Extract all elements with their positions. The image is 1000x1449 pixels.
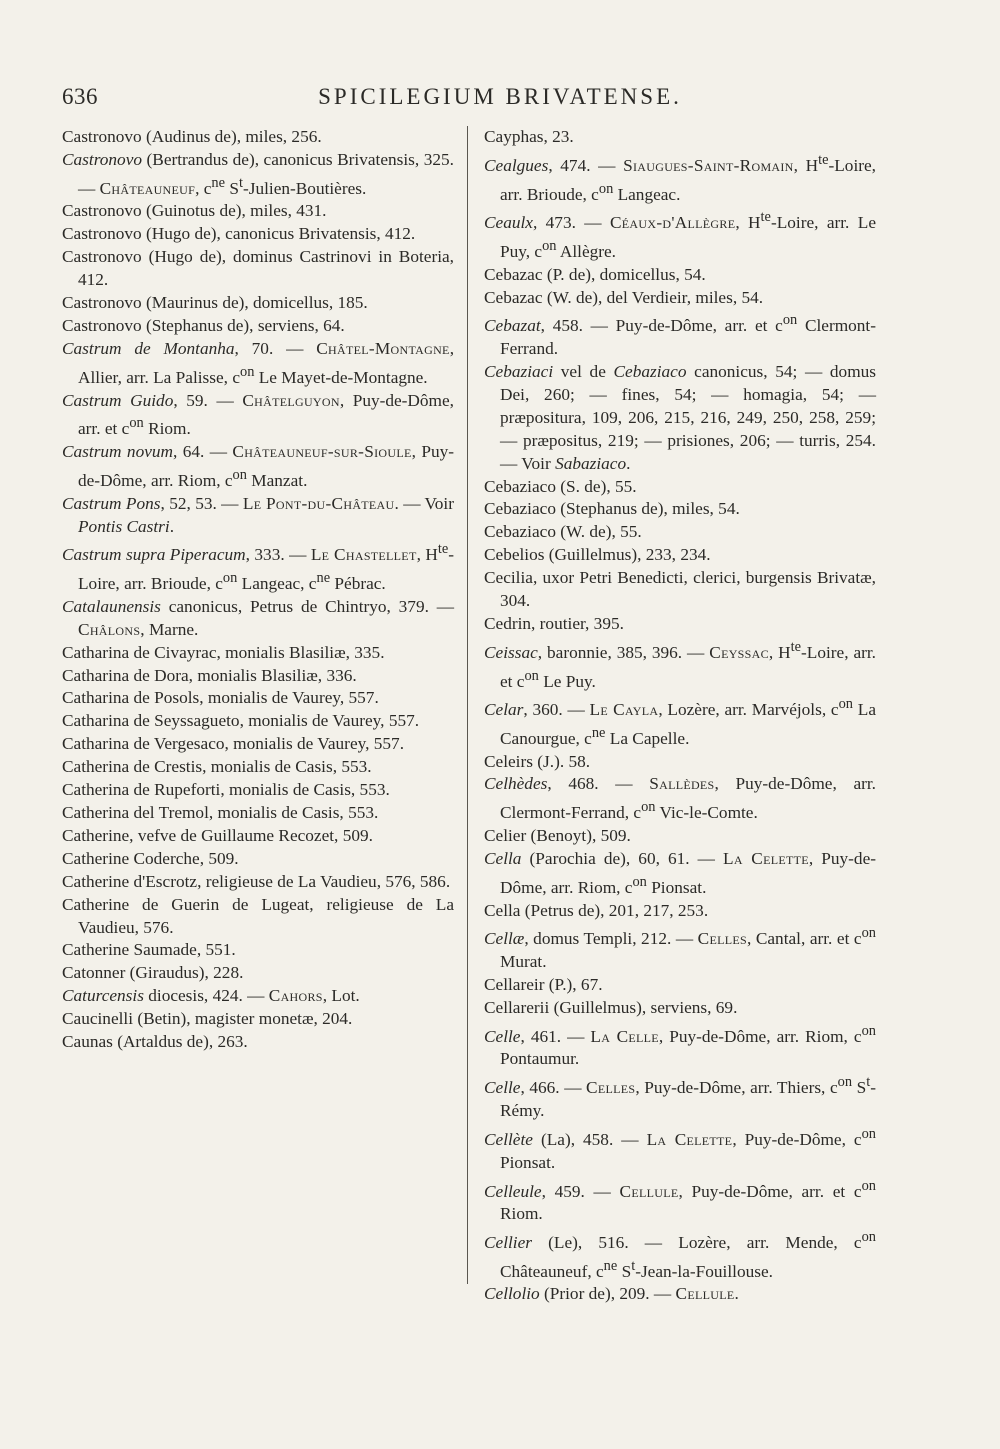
index-entry: Cebaziaco (S. de), 55. [484,476,637,496]
index-entry: Cedrin, routier, 395. [484,613,624,633]
index-entry: Catharina de Vergesaco, monialis de Vaurey, 557. [62,734,405,754]
index-entry: Catherine Coderche, 509. [62,848,239,868]
index-entry: Caunas (Artaldus de), 263. [62,1032,248,1052]
index-entry: Cellareir (P.), 67. [484,975,603,994]
index-entry: Catalaunensis canonicus, Petrus de Chintryo, 379. — Châlons, Marne. [62,596,454,639]
index-entry: Catherine d'Escrotz, religieuse de La Vaudieu, 576, 586. [62,871,451,891]
index-entry: Castrum novum, 64. — Châteauneuf-sur-Sioule, Puy-de-Dôme, arr. Riom, $c^{on}$ Manzat. [62,442,454,490]
index-entry: Cebazat, 458. — Puy-de-Dôme, arr. et $c^{on}$ Clermont-Ferrand. [484,312,876,359]
index-entry: Ceissac, baronnie, 385, 396. — Ceyssac, $H^{te}$-Loire, arr. et $c^{on}$ Le Puy. [484,638,876,691]
index-entry: Cealgues, 474. — Siaugues-Saint-Romain, $H^{te}$-Loire, arr. Brioude, $c^{on}$ Langeac. [484,151,876,204]
index-entry: Catharina de Seyssagueto, monialis de Vaurey, 557. [62,711,420,731]
index-entry: Cebazac (P. de), domicellus, 54. [484,264,706,284]
index-entry: Cellarerii (Guillelmus), serviens, 69. [484,997,738,1017]
running-title: SPICILEGIUM BRIVATENSE. [318,84,682,109]
index-entry: Ceaulx, 473. — Céaux-d'Allègre, $H^{te}$-Loire, arr. Le Puy, $c^{on}$ Allègre. [484,209,876,261]
index-entry: Catherine Saumade, 551. [62,940,236,960]
index-entry: Caturcensis diocesis, 424. — Cahors, Lot. [62,986,360,1006]
index-entry: Catharina de Posols, monialis de Vaurey, 557. [62,688,379,708]
index-entry: Castrum Pons, 52, 53. — Le Pont-du-Château. — Voir Pontis Castri. [62,493,454,536]
index-entry: Celier (Benoyt), 509. [484,826,631,846]
index-entry: Catharina de Civayrac, monialis Blasiliæ, 335. [62,642,385,662]
index-entry: Cellier (Le), 516. — Lozère, arr. Mende, $c^{on}$ Châteauneuf, $c^{ne}$ $S^t-Jean-la$-Fouillouse. [484,1229,876,1281]
index-entry: Catherina de Crestis, monialis de Casis, 553. [62,757,372,777]
index-entry: Castronovo (Hugo de), dominus Castrinovi in Boteria, 412. [62,247,454,290]
index-entry: Cebaziaco (W. de), 55. [484,522,642,542]
index-entry: Catonner (Giraudus), 228. [62,963,244,983]
index-entry: Cebelios (Guillelmus), 233, 234. [484,545,711,565]
index-entry: Caucinelli (Betin), magister monetæ, 204. [62,1009,353,1029]
index-entry: Cella (Petrus de), 201, 217, 253. [484,900,709,920]
index-entry: Cellolio (Prior de), 209. — Cellule. [484,1284,739,1304]
index-entry: Castronovo (Hugo de), canonicus Brivatensis, 412. [62,224,416,244]
index-entry: Castronovo (Guinotus de), miles, 431. [62,201,327,221]
index-entry: Celhèdes, 468. — Sallèdes, Puy-de-Dôme, arr. Clermont-Ferrand, $c^{on}$ Vic-le-Comte. [484,774,876,823]
index-entry: Castronovo (Stephanus de), serviens, 64. [62,316,345,336]
index-entry: Cebaziaco (Stephanus de), miles, 54. [484,499,740,519]
index-entry: Cellète (La), 458. — La Celette, Puy-de-Dôme, $c^{on}$ Pionsat. [484,1125,876,1172]
index-entry: Catherine de Guerin de Lugeat, religieuse de La Vaudieu, 576. [62,894,454,937]
index-entry: Cecilia, uxor Petri Benedicti, clerici, burgensis Brivatæ, 304. [484,568,876,611]
page-header [62,84,938,114]
index-column-right [484,126,876,1306]
index-entry: Catherine, vefve de Guillaume Recozet, 509. [62,825,373,845]
index-entry: Castronovo (Maurinus de), domicellus, 185. [62,293,368,313]
index-entry: Celeirs (J.). 58. [484,751,591,771]
index-entry: Castronovo (Audinus de), miles, 256. [62,127,322,146]
index-entry: Celle, 466. — Celles, Puy-de-Dôme, arr. Thiers, $c^{on}$ $S^t$-Rémy. [484,1074,876,1121]
column-divider [467,126,468,1284]
index-entry: Cella (Parochia de), 60, 61. — La Celette, Puy-de-Dôme, arr. Riom, $c^{on}$ Pionsat. [484,848,876,897]
index-entry: Celleule, 459. — Cellule, Puy-de-Dôme, arr. et $c^{on}$ Riom. [484,1177,876,1224]
index-column-left [62,126,454,1054]
index-entry: Cayphas, 23. [484,127,574,146]
index-entry: Catharina de Dora, monialis Blasiliæ, 336. [62,665,357,685]
index-entry: Castrum supra Piperacum, 333. — Le Chastellet, $H^{te}$-Loire, arr. Brioude, $c^{on}$ Langeac, $c^{ne}$ Pébrac. [62,541,454,593]
page-number: 636 [62,84,98,109]
index-entry: Castrum Guido, 59. — Châtelguyon, Puy-de-Dôme, arr. et $c^{on}$ Riom. [62,390,454,439]
index-entry: Cebaziaci vel de Cebaziaco canonicus, 54; — domus Dei, 260; — fines, 54; — homagia, 54; — præpositura, 109, 206, 215, 216, 249, 250, 258, 259; — præpositus, 219; — prisiones, 206; — turris, 254. — Voir Sabaziaco. [484,361,877,473]
index-entry: Castronovo (Bertrandus de), canonicus Brivatensis, 325. — Châteauneuf, $c^{ne}$ $S^t-Julien$-Boutières. [62,149,454,198]
index-entry: Castrum de Montanha, 70. — Châtel-Montagne, Allier, arr. La Palisse, $c^{on}$ Le Mayet-de-Montagne. [62,338,455,387]
index-entry: Catherina del Tremol, monialis de Casis, 553. [62,802,379,822]
index-entry: Cebazac (W. de), del Verdieir, miles, 54. [484,287,764,307]
index-entry: Catherina de Rupeforti, monialis de Casis, 553. [62,780,390,800]
index-entry: Celar, 360. — Le Cayla, Lozère, arr. Marvéjols, $c^{on}$ La Canourgue, $c^{ne}$ La Capelle. [484,696,876,748]
index-entry: Celle, 461. — La Celle, Puy-de-Dôme, arr. Riom, $c^{on}$ Pontaumur. [484,1022,876,1069]
index-entry: Cellæ, domus Templi, 212. — Celles, Cantal, arr. et $c^{on}$ Murat. [484,925,876,972]
